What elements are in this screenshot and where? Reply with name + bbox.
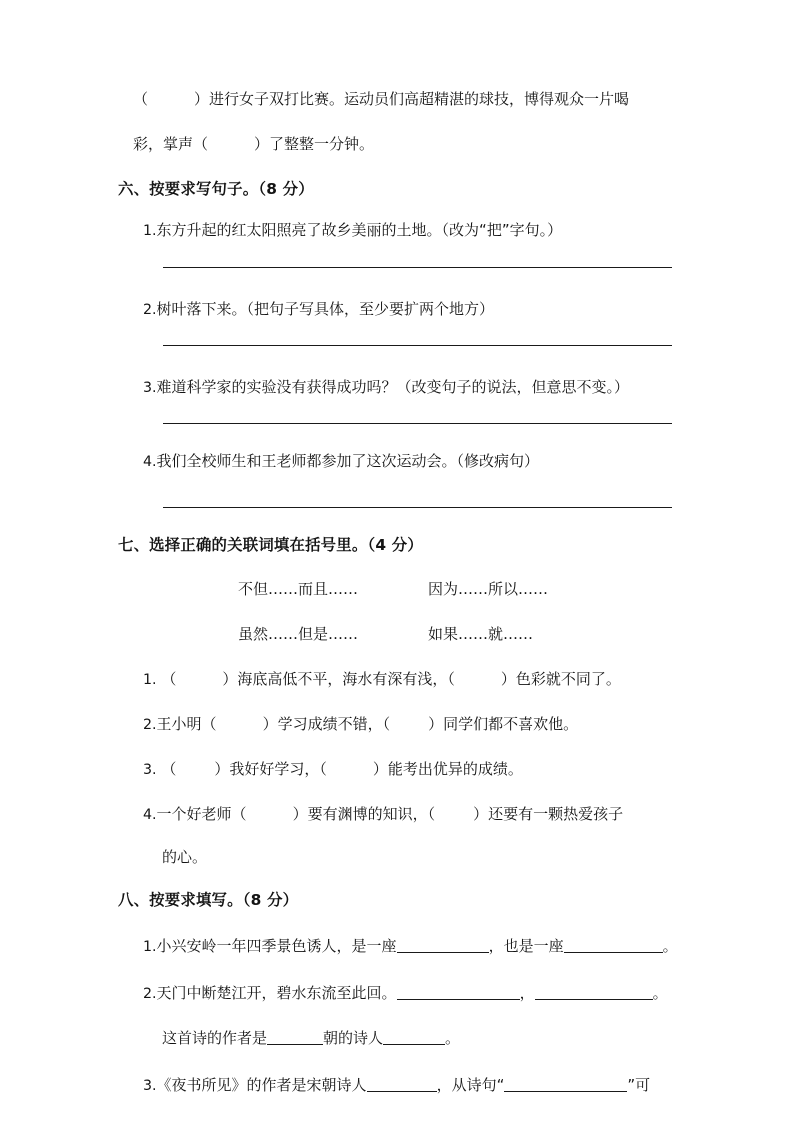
question-seven-3 (143, 762, 793, 777)
question-part-b: ，从诗句“ (436, 1076, 505, 1095)
word-bank-row-2 (238, 624, 793, 643)
answer-line-six-3[interactable] (163, 423, 672, 424)
question-part-b: ）要有渊博的知识，（ (292, 805, 436, 824)
question-eight-2 (143, 984, 793, 1001)
word-bank-row-1 (238, 579, 793, 598)
question-number: 4. (143, 454, 157, 471)
question-part-c: ）还要有一颗热爱孩子 (473, 805, 624, 824)
blank-eight-3-b[interactable] (504, 1076, 627, 1092)
blank-eight-3-a[interactable] (367, 1076, 437, 1092)
question-part-c: 。 (652, 984, 668, 1003)
question-part-c: 。 (662, 936, 678, 955)
question-sub-c: 。 (445, 1029, 461, 1048)
answer-line-six-2[interactable] (163, 345, 672, 346)
section-heading-eight: 八、按要求填写。（8 分） (118, 891, 299, 910)
question-number: 1. (143, 671, 157, 688)
page-content (0, 92, 793, 1093)
question-part-a: 小兴安岭一年四季景色诱人，是一座 (156, 936, 397, 955)
question-part-a: 一个好老师（ (156, 805, 247, 824)
blank-eight-2-d[interactable] (383, 1029, 445, 1045)
question-number: 3. (143, 762, 157, 779)
question-part-c: ）色彩就不同了。 (500, 669, 621, 688)
word-bank-item-2: 因为……所以…… (428, 579, 549, 598)
question-part-b: ）海底高低不平，海水有深有浅，（ (222, 669, 455, 688)
question-six-4 (143, 454, 793, 469)
question-number: 2. (143, 301, 157, 318)
question-number: 3. (143, 379, 157, 396)
question-number: 1. (143, 223, 157, 240)
question-six-1 (143, 223, 793, 238)
question-part-b: ）学习成绩不错，（ (262, 714, 391, 733)
question-eight-2-sub (162, 1029, 793, 1046)
blank-eight-2-c[interactable] (267, 1029, 323, 1045)
question-part-a: 王小明（ (156, 714, 217, 733)
question-text: 东方升起的红太阳照亮了故乡美丽的土地。（改为“把”字句。） (156, 221, 563, 240)
question-seven-4 (143, 807, 793, 822)
word-bank-item-4: 如果……就…… (428, 624, 534, 643)
question-part-c: ”可 (627, 1076, 651, 1095)
question-part-b: ， (519, 984, 535, 1003)
carryover-line-1 (133, 92, 793, 107)
blank-eight-1-b[interactable] (564, 937, 663, 953)
question-number: 1. (143, 938, 157, 955)
question-part-c: ）能考出优异的成绩。 (372, 760, 523, 779)
carryover-line-2-a: 彩，掌声（ (133, 135, 209, 153)
question-seven-1 (143, 669, 793, 688)
carryover-line-2-b: ）了整整一分钟。 (254, 135, 375, 153)
carryover-line-1-text: ）进行女子双打比赛。运动员们高超精湛的球技，博得观众一片喝 (194, 90, 630, 108)
question-part-a: （ (161, 669, 177, 688)
question-number: 4. (143, 807, 157, 824)
question-part-a: 《夜书所见》的作者是宋朝诗人 (156, 1076, 367, 1095)
question-six-3 (143, 377, 793, 396)
question-eight-1 (143, 937, 793, 954)
question-part-a: 天门中断楚江开，碧水东流至此回。 (156, 984, 397, 1003)
question-number: 2. (143, 986, 157, 1003)
question-part-c: ）同学们都不喜欢他。 (428, 714, 579, 733)
blank-eight-2-a[interactable] (397, 984, 520, 1000)
question-sub-b: 朝的诗人 (323, 1029, 384, 1048)
question-seven-2 (143, 714, 793, 733)
question-six-2 (143, 299, 793, 318)
carryover-open-paren: （ (133, 90, 149, 108)
blank-eight-2-b[interactable] (535, 984, 653, 1000)
question-part-b: ）我好好学习，（ (214, 760, 327, 779)
question-part-a: （ (161, 760, 177, 779)
answer-line-six-4[interactable] (163, 507, 672, 508)
blank-eight-1-a[interactable] (397, 937, 489, 953)
carryover-line-2 (133, 137, 793, 152)
section-heading-six: 六、按要求写句子。（8 分） (118, 180, 314, 198)
question-number: 2. (143, 716, 157, 733)
question-text: 我们全校师生和王老师都参加了这次运动会。（修改病句） (156, 452, 540, 471)
question-text: 难道科学家的实验没有获得成功吗？（改变句子的说法，但意思不变。） (156, 377, 630, 396)
answer-line-six-1[interactable] (163, 267, 672, 268)
question-text: 树叶落下来。（把句子写具体，至少要扩两个地方） (156, 299, 495, 318)
question-sub-a: 这首诗的作者是 (162, 1029, 268, 1048)
word-bank-item-3: 虽然……但是…… (238, 624, 359, 643)
question-number: 3. (143, 1078, 157, 1095)
question-seven-4-wrap: 的心。 (162, 848, 208, 867)
question-part-b: ，也是一座 (488, 936, 564, 955)
question-eight-3 (143, 1076, 793, 1093)
section-heading-seven: 七、选择正确的关联词填在括号里。（4 分） (118, 536, 423, 555)
word-bank-item-1: 不但……而且…… (238, 579, 359, 598)
